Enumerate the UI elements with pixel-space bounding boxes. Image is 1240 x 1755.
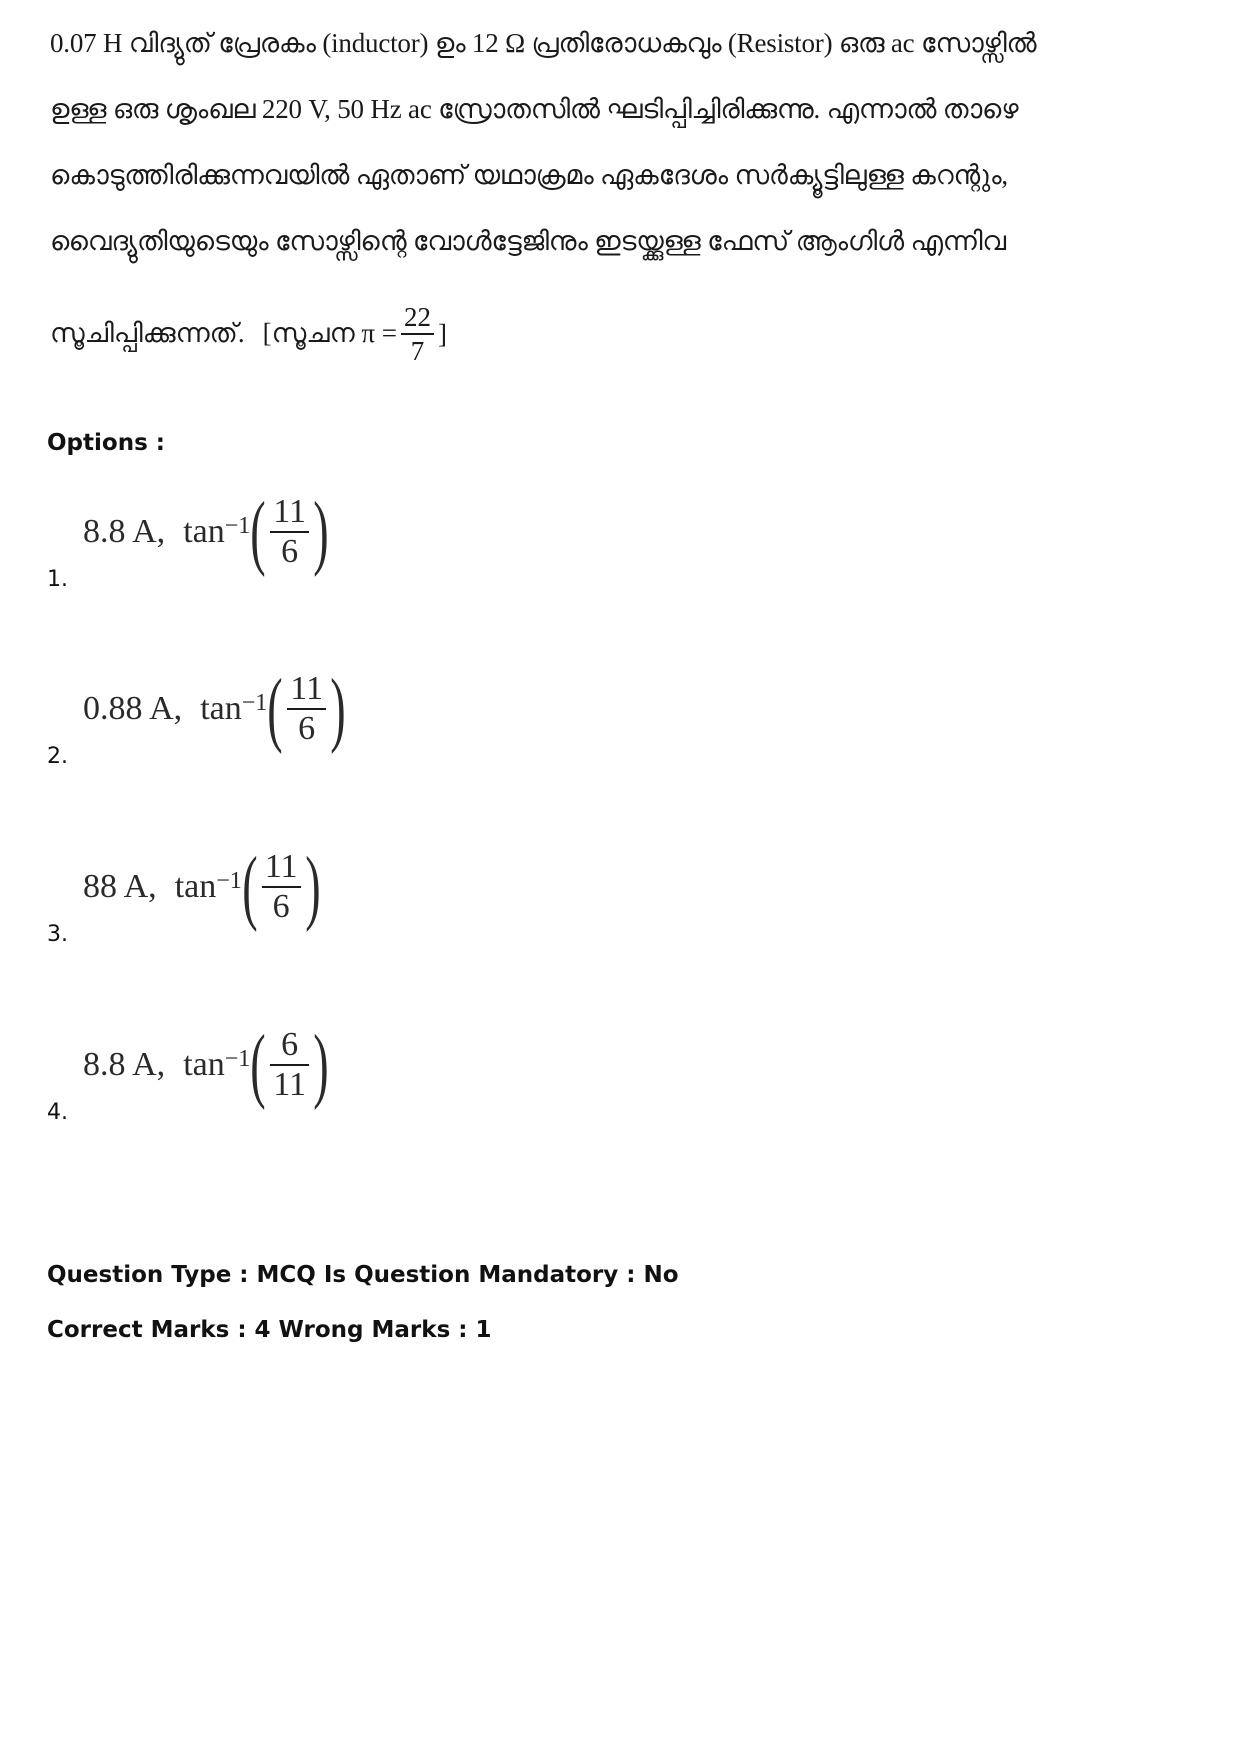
- option-expression: [83, 659, 346, 759]
- pi-numerator: 22: [404, 302, 431, 332]
- option-3[interactable]: [47, 837, 647, 947]
- option-function: tan: [183, 513, 225, 550]
- option-expression: [83, 482, 329, 582]
- question-type-line: Question Type : MCQ Is Question Mandatory : No: [47, 1262, 679, 1288]
- option-current: 0.88 A,: [83, 690, 183, 727]
- option-expression: [83, 837, 321, 937]
- right-paren: ): [304, 840, 321, 933]
- fraction-denominator: 6: [272, 888, 290, 925]
- hint-prefix: [സൂചന π =: [262, 318, 397, 348]
- left-paren: (: [267, 662, 283, 755]
- fraction-numerator: 11: [264, 848, 298, 885]
- fraction-numerator: 6: [281, 1026, 299, 1063]
- right-paren: ): [313, 485, 329, 578]
- option-current: 8.8 A,: [83, 1046, 166, 1083]
- pi-fraction: [401, 301, 434, 367]
- fraction-denominator: 6: [281, 533, 299, 570]
- option-exponent: −1: [224, 1045, 251, 1072]
- option-function: tan: [200, 690, 242, 727]
- question-line-5-text: സൂചിപ്പിക്കുന്നത്.: [50, 318, 245, 348]
- option-current: 88 A,: [83, 868, 157, 905]
- option-exponent: −1: [241, 689, 268, 716]
- left-paren: (: [242, 840, 258, 933]
- left-paren: (: [250, 1018, 266, 1111]
- hint-suffix: ]: [438, 318, 447, 349]
- option-number: 1.: [47, 567, 68, 592]
- fraction-denominator: 11: [273, 1066, 307, 1103]
- option-exponent: −1: [224, 512, 251, 539]
- question-line-2: ഉള്ള ഒരു ശൃംഖല 220 V, 50 Hz ac സ്രോതസിൽ ഘടിപ്പിച്ചിരിക്കുന്നു. എന്നാൽ താഴെ: [50, 94, 1019, 124]
- question-line-4: വൈദ്യുതിയുടെയും സോഴ്സിന്റെ വോൾട്ടേജിനും ഇടയ്ക്കുള്ള ഫേസ് ആംഗിൾ എന്നിവ: [50, 226, 1006, 256]
- option-2[interactable]: [47, 659, 647, 769]
- option-fraction: [262, 848, 301, 926]
- question-text: [50, 28, 1037, 382]
- option-expression: [83, 1015, 329, 1115]
- fraction-numerator: 11: [273, 493, 307, 530]
- question-line-1: 0.07 H വിദ്യുത് പ്രേരകം (inductor) ഉം 12 Ω പ്രതിരോധകവും (Resistor) ഒരു ac സോഴ്സിൽ: [50, 28, 1037, 58]
- fraction-numerator: 11: [290, 670, 324, 707]
- option-fraction: [270, 493, 309, 571]
- right-paren: ): [313, 1018, 329, 1111]
- fraction-denominator: 6: [298, 710, 316, 747]
- right-paren: ): [330, 662, 346, 755]
- question-line-5: [50, 286, 950, 382]
- option-number: 3.: [47, 922, 68, 947]
- option-exponent: −1: [216, 867, 242, 894]
- question-line-3: കൊടുത്തിരിക്കുന്നവയിൽ ഏതാണ് യഥാക്രമം ഏകദേശം സർക്യൂട്ടിലുള്ള കറന്റും,: [50, 160, 1008, 190]
- option-number: 4.: [47, 1100, 68, 1125]
- option-function: tan: [174, 868, 217, 905]
- option-fraction: [270, 1026, 309, 1104]
- option-fraction: [287, 670, 326, 748]
- left-paren: (: [250, 485, 266, 578]
- options-label: Options :: [47, 430, 165, 456]
- option-function: tan: [183, 1046, 225, 1083]
- marks-line: Correct Marks : 4 Wrong Marks : 1: [47, 1317, 492, 1343]
- option-1[interactable]: [47, 482, 647, 592]
- pi-denominator: 7: [410, 336, 425, 366]
- option-number: 2.: [47, 744, 68, 769]
- option-current: 8.8 A,: [83, 513, 166, 550]
- option-4[interactable]: [47, 1015, 647, 1125]
